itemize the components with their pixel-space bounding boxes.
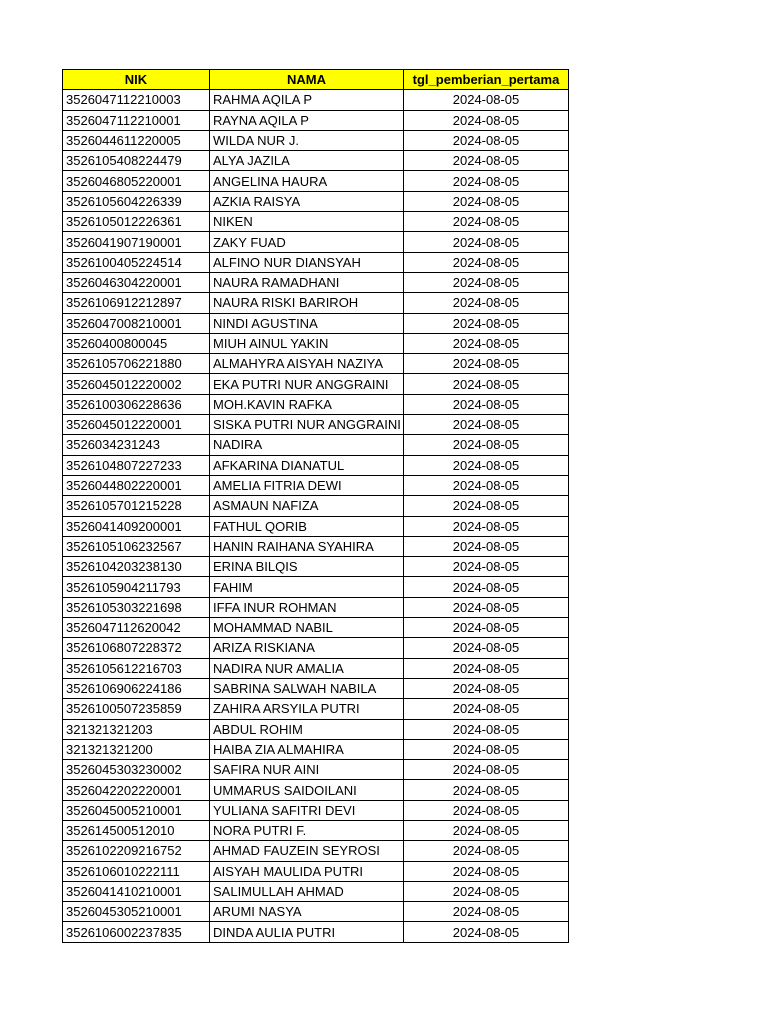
cell-nama: AISYAH MAULIDA PUTRI [210, 861, 404, 881]
table-row [63, 272, 569, 292]
table-row [63, 638, 569, 658]
cell-nama: NORA PUTRI F. [210, 820, 404, 840]
table-row [63, 293, 569, 313]
cell-nik: 352614500512010 [63, 820, 210, 840]
cell-nik: 3526106906224186 [63, 678, 210, 698]
cell-tgl: 2024-08-05 [404, 232, 569, 252]
cell-nik: 3526041907190001 [63, 232, 210, 252]
cell-tgl: 2024-08-05 [404, 354, 569, 374]
cell-nama: NAURA RISKI BARIROH [210, 293, 404, 313]
cell-nik: 3526105106232567 [63, 536, 210, 556]
cell-tgl: 2024-08-05 [404, 841, 569, 861]
cell-nama: WILDA NUR J. [210, 130, 404, 150]
cell-nama: ERINA BILQIS [210, 557, 404, 577]
cell-tgl: 2024-08-05 [404, 313, 569, 333]
table-row [63, 475, 569, 495]
cell-nama: NINDI AGUSTINA [210, 313, 404, 333]
cell-nama: FATHUL QORIB [210, 516, 404, 536]
table-row [63, 191, 569, 211]
table-row [63, 719, 569, 739]
cell-tgl: 2024-08-05 [404, 110, 569, 130]
table-body [63, 90, 569, 942]
cell-nama: ALMAHYRA AISYAH NAZIYA [210, 354, 404, 374]
cell-nik: 3526045305210001 [63, 902, 210, 922]
cell-tgl: 2024-08-05 [404, 536, 569, 556]
cell-nama: RAYNA AQILA P [210, 110, 404, 130]
cell-nik: 3526045012220001 [63, 415, 210, 435]
cell-nik: 3526105604226339 [63, 191, 210, 211]
table-row [63, 557, 569, 577]
cell-tgl: 2024-08-05 [404, 333, 569, 353]
cell-nik: 3526105303221698 [63, 597, 210, 617]
cell-nama: ABDUL ROHIM [210, 719, 404, 739]
cell-tgl: 2024-08-05 [404, 719, 569, 739]
cell-nik: 3526045012220002 [63, 374, 210, 394]
cell-nik: 3526106912212897 [63, 293, 210, 313]
cell-nama: MOHAMMAD NABIL [210, 618, 404, 638]
cell-nama: MOH.KAVIN RAFKA [210, 394, 404, 414]
cell-nama: ALYA JAZILA [210, 151, 404, 171]
cell-nik: 3526106807228372 [63, 638, 210, 658]
cell-tgl: 2024-08-05 [404, 130, 569, 150]
cell-nik: 3526104203238130 [63, 557, 210, 577]
cell-tgl: 2024-08-05 [404, 922, 569, 942]
cell-nik: 3526044611220005 [63, 130, 210, 150]
table-row [63, 902, 569, 922]
cell-nama: AZKIA RAISYA [210, 191, 404, 211]
cell-nik: 3526105612216703 [63, 658, 210, 678]
table-row [63, 171, 569, 191]
cell-nama: ZAKY FUAD [210, 232, 404, 252]
cell-nik: 35260400800045 [63, 333, 210, 353]
cell-nik: 3526100507235859 [63, 699, 210, 719]
table-row [63, 212, 569, 232]
cell-tgl: 2024-08-05 [404, 90, 569, 110]
cell-tgl: 2024-08-05 [404, 496, 569, 516]
cell-nama: AMELIA FITRIA DEWI [210, 475, 404, 495]
cell-tgl: 2024-08-05 [404, 678, 569, 698]
cell-nama: FAHIM [210, 577, 404, 597]
table-row [63, 739, 569, 759]
table-row [63, 130, 569, 150]
header-cell-nik: NIK [63, 70, 210, 90]
cell-nama: IFFA INUR ROHMAN [210, 597, 404, 617]
table-row [63, 658, 569, 678]
cell-tgl: 2024-08-05 [404, 212, 569, 232]
cell-tgl: 2024-08-05 [404, 394, 569, 414]
cell-nama: EKA PUTRI NUR ANGGRAINI [210, 374, 404, 394]
cell-nama: HANIN RAIHANA SYAHIRA [210, 536, 404, 556]
cell-nama: SALIMULLAH AHMAD [210, 881, 404, 901]
cell-tgl: 2024-08-05 [404, 191, 569, 211]
cell-nik: 3526105904211793 [63, 577, 210, 597]
table-row [63, 435, 569, 455]
table-row [63, 516, 569, 536]
cell-nik: 3526106002237835 [63, 922, 210, 942]
cell-tgl: 2024-08-05 [404, 557, 569, 577]
table-row [63, 374, 569, 394]
cell-tgl: 2024-08-05 [404, 577, 569, 597]
table-header [63, 70, 569, 90]
cell-nama: RAHMA AQILA P [210, 90, 404, 110]
table-row [63, 394, 569, 414]
cell-nik: 3526046304220001 [63, 272, 210, 292]
cell-nama: ALFINO NUR DIANSYAH [210, 252, 404, 272]
cell-tgl: 2024-08-05 [404, 516, 569, 536]
table-row [63, 618, 569, 638]
cell-tgl: 2024-08-05 [404, 252, 569, 272]
cell-nama: ZAHIRA ARSYILA PUTRI [210, 699, 404, 719]
data-table [62, 69, 569, 943]
cell-nik: 3526105408224479 [63, 151, 210, 171]
table-row [63, 699, 569, 719]
cell-tgl: 2024-08-05 [404, 475, 569, 495]
table-row [63, 496, 569, 516]
cell-tgl: 2024-08-05 [404, 638, 569, 658]
cell-nama: NADIRA NUR AMALIA [210, 658, 404, 678]
table-row [63, 780, 569, 800]
cell-tgl: 2024-08-05 [404, 151, 569, 171]
table-row [63, 110, 569, 130]
cell-nik: 3526106010222111 [63, 861, 210, 881]
table-row [63, 597, 569, 617]
cell-nik: 3526041410210001 [63, 881, 210, 901]
cell-tgl: 2024-08-05 [404, 800, 569, 820]
cell-nik: 321321321203 [63, 719, 210, 739]
table-row [63, 881, 569, 901]
cell-nik: 3526100306228636 [63, 394, 210, 414]
table-row [63, 800, 569, 820]
cell-nik: 3526045303230002 [63, 760, 210, 780]
cell-tgl: 2024-08-05 [404, 902, 569, 922]
cell-nik: 3526102209216752 [63, 841, 210, 861]
table-row [63, 354, 569, 374]
table-row [63, 841, 569, 861]
cell-nik: 3526104807227233 [63, 455, 210, 475]
cell-nik: 321321321200 [63, 739, 210, 759]
cell-nama: ASMAUN NAFIZA [210, 496, 404, 516]
cell-tgl: 2024-08-05 [404, 435, 569, 455]
cell-tgl: 2024-08-05 [404, 272, 569, 292]
cell-nama: SAFIRA NUR AINI [210, 760, 404, 780]
cell-tgl: 2024-08-05 [404, 699, 569, 719]
cell-tgl: 2024-08-05 [404, 760, 569, 780]
table-row [63, 151, 569, 171]
table-row [63, 820, 569, 840]
table-row [63, 333, 569, 353]
cell-nik: 3526105012226361 [63, 212, 210, 232]
cell-tgl: 2024-08-05 [404, 780, 569, 800]
cell-tgl: 2024-08-05 [404, 739, 569, 759]
cell-nama: HAIBA ZIA ALMAHIRA [210, 739, 404, 759]
cell-tgl: 2024-08-05 [404, 293, 569, 313]
cell-tgl: 2024-08-05 [404, 171, 569, 191]
table-row [63, 252, 569, 272]
cell-tgl: 2024-08-05 [404, 658, 569, 678]
table-row [63, 678, 569, 698]
cell-nik: 3526105706221880 [63, 354, 210, 374]
cell-tgl: 2024-08-05 [404, 415, 569, 435]
cell-nik: 3526042202220001 [63, 780, 210, 800]
cell-nama: UMMARUS SAIDOILANI [210, 780, 404, 800]
cell-nama: SABRINA SALWAH NABILA [210, 678, 404, 698]
header-cell-nama: NAMA [210, 70, 404, 90]
cell-nama: ANGELINA HAURA [210, 171, 404, 191]
cell-nama: ARUMI NASYA [210, 902, 404, 922]
cell-nik: 3526046805220001 [63, 171, 210, 191]
cell-nama: MIUH AINUL YAKIN [210, 333, 404, 353]
cell-tgl: 2024-08-05 [404, 881, 569, 901]
cell-nik: 3526105701215228 [63, 496, 210, 516]
cell-nama: NAURA RAMADHANI [210, 272, 404, 292]
table-row [63, 577, 569, 597]
cell-nik: 3526041409200001 [63, 516, 210, 536]
cell-nik: 3526047008210001 [63, 313, 210, 333]
cell-nama: AHMAD FAUZEIN SEYROSI [210, 841, 404, 861]
cell-tgl: 2024-08-05 [404, 374, 569, 394]
table-row [63, 536, 569, 556]
cell-nik: 3526034231243 [63, 435, 210, 455]
table-row [63, 415, 569, 435]
cell-tgl: 2024-08-05 [404, 597, 569, 617]
cell-nama: DINDA AULIA PUTRI [210, 922, 404, 942]
cell-nik: 3526045005210001 [63, 800, 210, 820]
table-row [63, 861, 569, 881]
cell-nik: 3526047112620042 [63, 618, 210, 638]
cell-nama: YULIANA SAFITRI DEVI [210, 800, 404, 820]
table-row [63, 90, 569, 110]
cell-nama: AFKARINA DIANATUL [210, 455, 404, 475]
cell-nama: SISKA PUTRI NUR ANGGRAINI [210, 415, 404, 435]
cell-nama: NIKEN [210, 212, 404, 232]
cell-tgl: 2024-08-05 [404, 455, 569, 475]
cell-tgl: 2024-08-05 [404, 820, 569, 840]
table-row [63, 760, 569, 780]
cell-tgl: 2024-08-05 [404, 618, 569, 638]
header-cell-tgl: tgl_pemberian_pertama [404, 70, 569, 90]
table-row [63, 455, 569, 475]
table-row [63, 232, 569, 252]
cell-tgl: 2024-08-05 [404, 861, 569, 881]
header-row [63, 70, 569, 90]
table-row [63, 313, 569, 333]
table-row [63, 922, 569, 942]
cell-nik: 3526047112210001 [63, 110, 210, 130]
cell-nama: NADIRA [210, 435, 404, 455]
cell-nik: 3526044802220001 [63, 475, 210, 495]
cell-nama: ARIZA RISKIANA [210, 638, 404, 658]
cell-nik: 3526100405224514 [63, 252, 210, 272]
cell-nik: 3526047112210003 [63, 90, 210, 110]
